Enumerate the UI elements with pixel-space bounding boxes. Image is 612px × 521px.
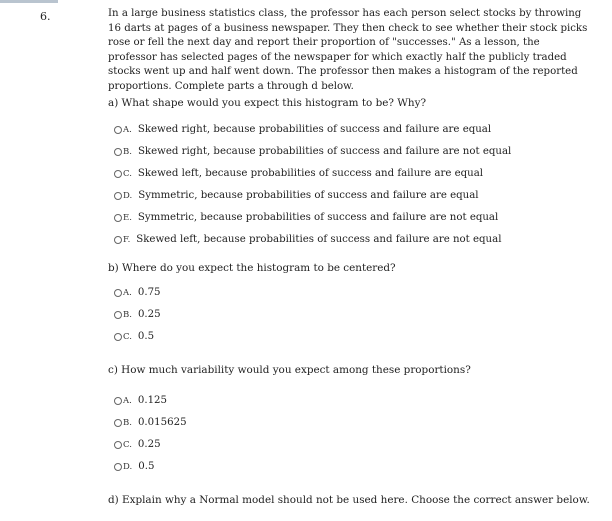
option-text: 0.25 xyxy=(137,439,161,450)
radio-button-icon[interactable] xyxy=(114,192,122,200)
option-text: Skewed left, because probabilities of success and failure are equal xyxy=(137,168,484,179)
option-letter: B. xyxy=(123,309,132,320)
radio-button-icon[interactable] xyxy=(114,236,122,244)
option-letter: D. xyxy=(123,461,133,472)
option-letter: E. xyxy=(123,212,132,223)
option-text: Symmetric, because probabilities of success and failure are not equal xyxy=(137,212,499,223)
option-letter: B. xyxy=(123,417,132,428)
part-c-option-d[interactable] xyxy=(114,461,154,472)
part-b-question xyxy=(108,262,396,274)
part-b-option-b[interactable] xyxy=(114,309,161,320)
part-a-option-f[interactable] xyxy=(114,234,501,245)
part-a-option-b[interactable] xyxy=(114,146,511,157)
radio-button-icon[interactable] xyxy=(114,419,122,427)
part-c-option-a[interactable] xyxy=(114,395,167,406)
option-letter: C. xyxy=(123,331,132,342)
part-a-option-a[interactable] xyxy=(114,124,491,135)
part-a-question xyxy=(108,97,426,109)
option-letter: D. xyxy=(123,190,133,201)
part-c-question-text: c) How much variability would you expect among these proportions? xyxy=(108,364,471,376)
question-number: 6. xyxy=(40,10,51,23)
option-letter: F. xyxy=(123,234,131,245)
option-letter: A. xyxy=(123,395,132,406)
radio-button-icon[interactable] xyxy=(114,148,122,156)
part-c-question xyxy=(108,364,471,376)
part-d-question-text: d) Explain why a Normal model should not be used here. Choose the correct answer below. xyxy=(108,494,590,506)
option-text: 0.125 xyxy=(137,395,168,406)
option-text: Symmetric, because probabilities of success and failure are equal xyxy=(138,190,479,201)
part-b-option-a[interactable] xyxy=(114,287,161,298)
part-a-option-d[interactable] xyxy=(114,190,479,201)
part-a-option-c[interactable] xyxy=(114,168,483,179)
intro-paragraph: In a large business statistics class, the professor has each person select stocks by throwing 16 darts at pages of a business newspaper. They then check to see whether their stock picks rose or fell the next day and report their proportion of "successes." As a lesson, the professor has selected pages of the newspaper for which exactly half the publicly traded stocks went up and half went down. The professor then makes a histogram of the reported proportions. Complete parts a through d below. xyxy=(108,8,588,92)
radio-button-icon[interactable] xyxy=(114,311,122,319)
option-text: 0.015625 xyxy=(137,417,187,428)
part-b-option-c[interactable] xyxy=(114,331,154,342)
option-letter: A. xyxy=(123,124,132,135)
radio-button-icon[interactable] xyxy=(114,214,122,222)
radio-button-icon[interactable] xyxy=(114,126,122,134)
question-body xyxy=(108,7,588,94)
option-text: Skewed right, because probabilities of success and failure are equal xyxy=(137,124,492,135)
option-text: Skewed left, because probabilities of success and failure are not equal xyxy=(136,234,502,245)
option-text: 0.25 xyxy=(137,309,161,320)
top-accent-bar xyxy=(0,0,58,3)
part-d-question xyxy=(108,494,590,506)
part-c-option-b[interactable] xyxy=(114,417,187,428)
option-text: 0.5 xyxy=(137,331,155,342)
option-letter: C. xyxy=(123,168,132,179)
option-text: 0.75 xyxy=(137,287,161,298)
part-b-question-text: b) Where do you expect the histogram to be centered? xyxy=(108,262,396,274)
option-letter: B. xyxy=(123,146,132,157)
option-letter: C. xyxy=(123,439,132,450)
radio-button-icon[interactable] xyxy=(114,397,122,405)
option-letter: A. xyxy=(123,287,132,298)
part-a-option-e[interactable] xyxy=(114,212,498,223)
radio-button-icon[interactable] xyxy=(114,289,122,297)
radio-button-icon[interactable] xyxy=(114,170,122,178)
radio-button-icon[interactable] xyxy=(114,463,122,471)
part-c-option-c[interactable] xyxy=(114,439,161,450)
option-text: Skewed right, because probabilities of success and failure are not equal xyxy=(137,146,512,157)
radio-button-icon[interactable] xyxy=(114,441,122,449)
option-text: 0.5 xyxy=(138,461,155,472)
part-a-question-text: a) What shape would you expect this histogram to be? Why? xyxy=(108,97,427,109)
radio-button-icon[interactable] xyxy=(114,333,122,341)
